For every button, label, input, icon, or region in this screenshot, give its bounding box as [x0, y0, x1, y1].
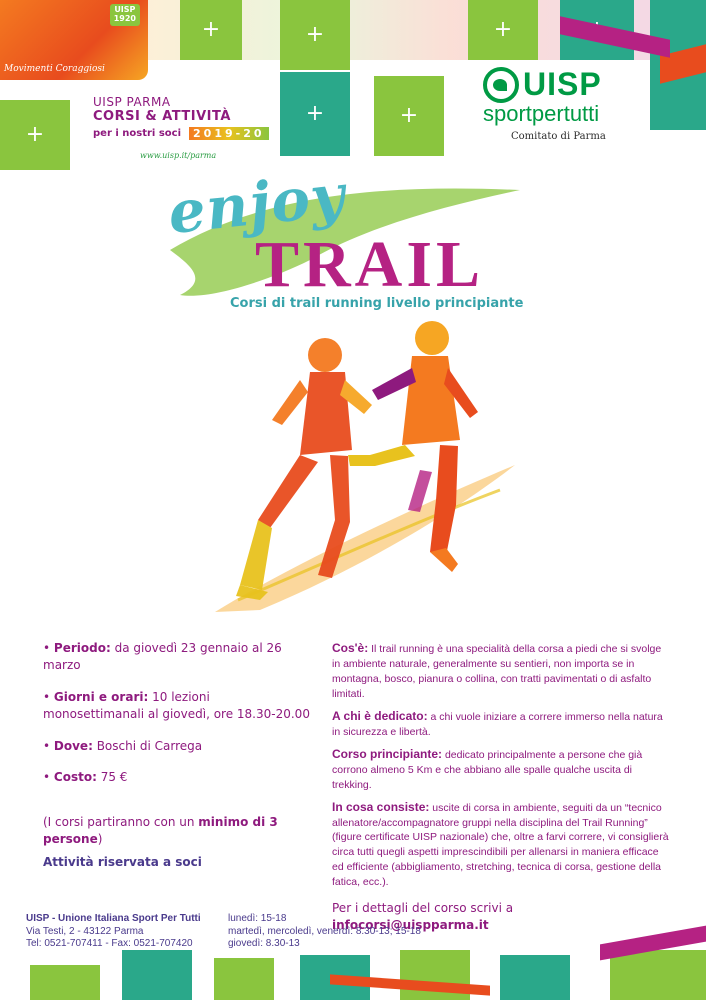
detail-label: Dove:: [53, 738, 93, 753]
info-label: Cos'è:: [332, 641, 369, 655]
detail-cost: • Costo: 75 €: [43, 769, 128, 784]
info-text: Il trail running è una specialità della corsa a piedi che si svolge in ambiente naturale, generalmente su sentieri, non importa se in montagna, bosco, pianura o collina, con tratti pavimentati o di asfalto limitati.: [332, 643, 662, 700]
logo-tagline: sportpertutti: [483, 101, 600, 126]
info-text: uscite di corsa in ambiente, seguiti da un “tecnico allenatore/accompagnatore gruppi nella disciplina del Trail Running” (figure certificate UISP nazionale) che, oltre a farvi correre, vi consiglierà circa tutti quegli aspetti imprescindibili per allenarsi in maniera efficace ed efficiente (abbigliamento, stretching, tecnica di corsa, gestione della fatica, ecc.).: [332, 801, 669, 889]
detail-value: da giovedì 23 gennaio al 26 marzo: [43, 641, 282, 673]
detail-value: Boschi di Carrega: [96, 738, 203, 753]
uisp-logo-icon: [483, 67, 519, 103]
card-script-text: Movimenti Coraggiosi: [4, 64, 105, 74]
contact-prefix: Per i dettagli del corso scrivi a: [332, 901, 514, 916]
footer-hours-line: martedì, mercoledì, venerdì: 8.30-13; 15-18: [228, 925, 421, 937]
reserved-notice: Attività riservata a soci: [43, 855, 202, 869]
note-bold: minimo di 3 persone: [43, 815, 278, 847]
title-script: enjoy: [164, 160, 349, 248]
info-label: A chi è dedicato:: [332, 708, 428, 723]
members-row: [93, 127, 269, 140]
deco-tile: +: [468, 0, 538, 60]
header-courses-block: [93, 95, 269, 140]
detail-value: 10 lezioni monosettimanali al giovedì, ore 18.30-20.00: [43, 689, 310, 722]
courses-line: CORSI & ATTIVITÀ: [93, 109, 231, 124]
logo-committee: Comitato di Parma: [511, 131, 606, 142]
footer-hours-line: lunedì: 15-18: [228, 913, 287, 924]
deco-tile: [122, 950, 192, 1000]
card-badge-brand: UISP: [114, 5, 136, 14]
uisp-logo: [483, 66, 633, 142]
footer-hours: [228, 913, 421, 951]
footer-address: [26, 913, 201, 951]
footer-hours-line: giovedì: 8.30-13: [228, 938, 300, 949]
deco-tile: [500, 955, 570, 1000]
detail-label: Costo:: [53, 769, 97, 784]
season-badge: 2019-20: [189, 127, 269, 140]
info-label: In cosa consiste:: [332, 799, 430, 814]
footer-phones: Tel: 0521-707411 - Fax: 0521-707420: [26, 938, 193, 949]
note-suffix: ): [97, 832, 103, 847]
promo-card: [0, 0, 148, 80]
details-right-column: [332, 640, 672, 940]
footer-org: UISP - Unione Italiana Sport Per Tutti: [26, 913, 201, 924]
title-main: TRAIL: [255, 228, 485, 301]
info-content: [332, 799, 672, 891]
deco-tile: [610, 950, 706, 1000]
details-left-column: [43, 640, 313, 800]
detail-schedule: • Giorni e orari: 10 lezioni monosettimanali al giovedì, ore 18.30-20.00: [43, 689, 310, 722]
members-line: per i nostri soci: [93, 128, 182, 139]
detail-location: • Dove: Boschi di Carrega: [43, 738, 203, 753]
logo-top-row: [483, 66, 633, 103]
footer-street: Via Testi, 2 - 43122 Parma: [26, 925, 144, 937]
subtitle: Corsi di trail running livello principiante: [230, 296, 524, 311]
deco-tile: +: [180, 0, 242, 60]
info-what: [332, 640, 672, 702]
info-text: dedicato principalmente a persone che già corrono almeno 5 Km e che abbiano alle spalle qualche uscita di trekking.: [332, 748, 643, 791]
info-audience: [332, 708, 672, 740]
card-badge-year: 1920: [113, 13, 136, 23]
contact-email-link[interactable]: infocorsi@uispparma.it: [332, 918, 489, 933]
detail-label: Giorni e orari:: [53, 689, 149, 704]
deco-tile: +: [374, 76, 444, 156]
info-text: a chi vuole iniziare a correre immerso nella natura in sicurezza e libertà.: [332, 710, 663, 738]
deco-tile: +: [280, 72, 350, 156]
deco-tile: [214, 958, 274, 1000]
logo-brand: UISP: [523, 66, 602, 102]
deco-tile: +: [280, 0, 350, 70]
info-label: Corso principiante:: [332, 746, 443, 761]
info-level: [332, 746, 672, 793]
detail-label: Periodo:: [53, 641, 111, 655]
website-text: www.uisp.it/parma: [140, 151, 217, 160]
detail-value: 75 €: [100, 769, 128, 784]
minimum-note: [43, 814, 313, 849]
deco-tile: [30, 965, 100, 1000]
note-prefix: (I corsi partiranno con un: [43, 815, 199, 829]
card-badge: [110, 4, 140, 26]
detail-period: • Periodo: da giovedì 23 gennaio al 26 marzo: [43, 641, 282, 673]
org-line: UISP PARMA: [93, 95, 171, 109]
deco-tile: +: [0, 100, 70, 170]
